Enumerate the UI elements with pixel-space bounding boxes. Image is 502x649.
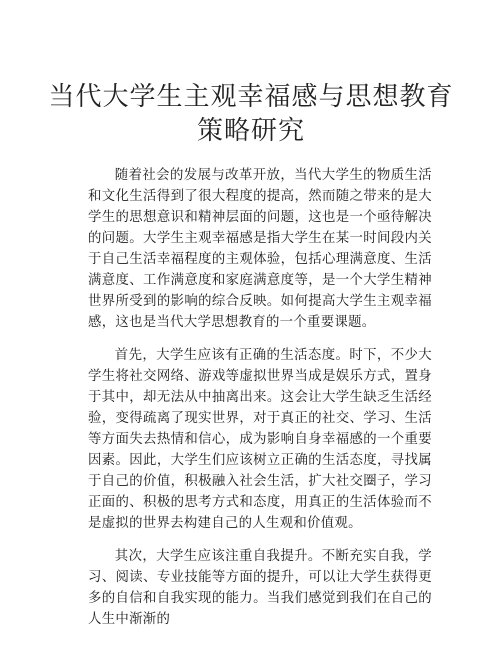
paragraph-second-point: 其次，大学生应该注重自我提升。不断充实自我，学习、阅读、专业技能等方面的提升，可以让大学生获得更多的自信和自我实现的能力。当我们感觉到我们在自己的人生中渐渐的 — [88, 549, 432, 627]
paragraph-first-point: 首先，大学生应该有正确的生活态度。时下，不少大学生将社交网络、游戏等虚拟世界当成是娱乐方式，置身于其中，却无法从中抽离出来。这会让大学生缺乏生活经验，变得疏离了现实世界，对于真正的社交、学习、生活等方面失去热情和信心，成为影响自身幸福感的一个重要因素。因此，大学生们应该树立正确的生活态度，寻找属于自己的价值，积极融入社会生活，扩大社交圈子，学习正面的、积极的思考方式和态度，用真正的生活体验而不是虚拟的世界去构建自己的人生观和价值观。 — [88, 348, 432, 531]
paragraph-intro: 随着社会的发展与改革开放，当代大学生的物质生活和文化生活得到了很大程度的提高，然而随之带来的是大学生的思想意识和精神层面的问题，这也是一个亟待解决的问题。大学生主观幸福感是指大学生在某一时间段内关于自己生活幸福程度的主观体验，包括心理满意度、生活满意度、工作满意度和家庭满意度等，是一个大学生精神世界所受到的影响的综合反映。如何提高大学生主观幸福感，这也是当代大学思想教育的一个重要课题。 — [88, 168, 432, 330]
document-title — [40, 80, 462, 148]
title-line-1: 当代大学生主观幸福感与思想教育 — [48, 82, 454, 112]
title-line-2: 策略研究 — [196, 116, 305, 146]
document-body — [88, 165, 432, 642]
